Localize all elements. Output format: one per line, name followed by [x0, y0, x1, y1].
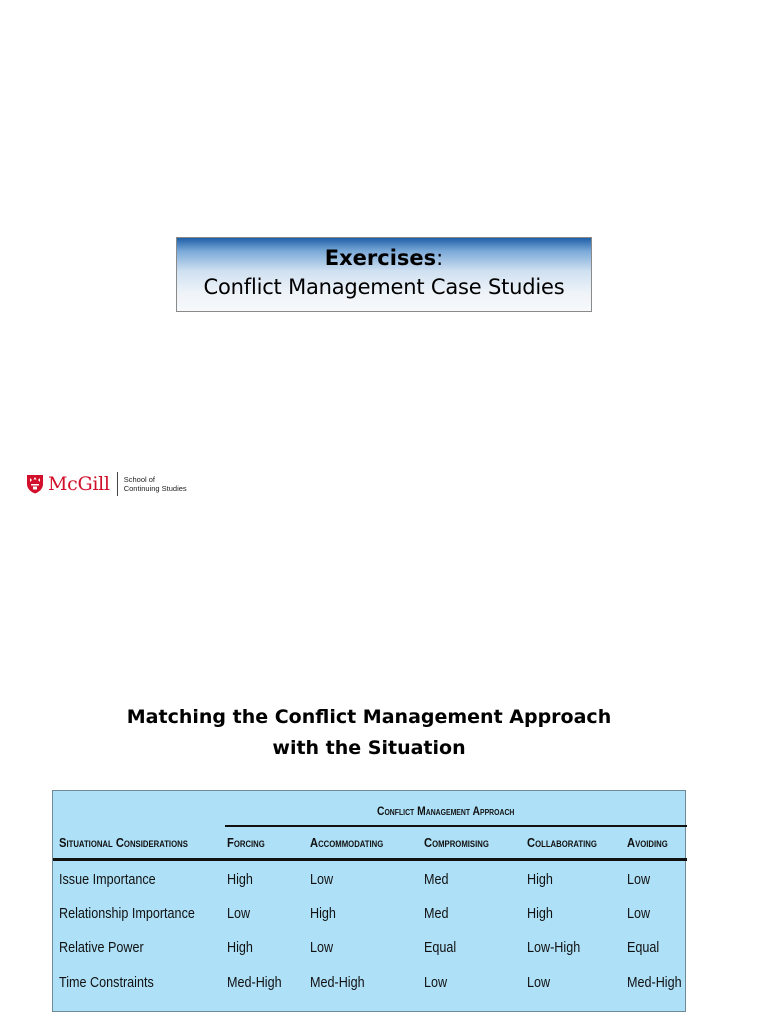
- mcgill-logo: [26, 470, 187, 498]
- school-line-2: Continuing Studies: [123, 484, 187, 493]
- table-cell: High: [227, 871, 253, 888]
- logo-wordmark: McGill: [48, 473, 110, 495]
- table-cell: Issue Importance: [59, 871, 156, 888]
- column-header: Forcing: [227, 835, 265, 850]
- column-header: Accommodating: [310, 835, 384, 850]
- title-colon: :: [436, 246, 444, 270]
- table-cell: Equal: [424, 939, 457, 956]
- slide-heading: [84, 702, 654, 764]
- table-cell: Low-High: [527, 939, 581, 956]
- table-cell: Relative Power: [59, 939, 144, 956]
- title-box: [176, 237, 592, 312]
- table-cell: Med-High: [627, 974, 682, 991]
- table-cell: High: [227, 939, 253, 956]
- heading-line-1: Matching the Conflict Management Approach: [126, 706, 612, 728]
- table-cell: Low: [527, 974, 551, 991]
- header-bottom-rule: [53, 858, 687, 861]
- column-header: Collaborating: [527, 835, 597, 850]
- subtitle: Conflict Management Case Studies: [203, 275, 565, 299]
- table-cell: Relationship Importance: [59, 905, 195, 922]
- approach-table: [52, 790, 686, 1012]
- column-header: Situational Considerations: [59, 835, 188, 850]
- table-group-header: Conflict Management Approach: [377, 804, 515, 818]
- table-cell: Med: [424, 871, 449, 888]
- column-header: Avoiding: [627, 835, 668, 850]
- table-cell: Low: [627, 905, 651, 922]
- title-line: [177, 244, 591, 272]
- logo-school-text: [124, 475, 187, 493]
- table-cell: Low: [424, 974, 448, 991]
- table-cell: Equal: [627, 939, 660, 956]
- table-cell: Time Constraints: [59, 974, 154, 991]
- school-line-1: School of: [123, 475, 155, 484]
- heading-line-2: with the Situation: [272, 737, 466, 759]
- table-cell: Low: [227, 905, 251, 922]
- table-cell: Med-High: [227, 974, 282, 991]
- table-cell: Low: [310, 871, 334, 888]
- table-cell: Low: [310, 939, 334, 956]
- table-cell: Med-High: [310, 974, 365, 991]
- table-cell: High: [527, 905, 553, 922]
- crest-icon: [26, 474, 44, 494]
- table-cell: High: [527, 871, 553, 888]
- column-header: Compromising: [424, 835, 489, 850]
- table-cell: Low: [627, 871, 651, 888]
- logo-divider: [117, 472, 118, 496]
- header-rule: [225, 825, 687, 827]
- table-cell: Med: [424, 905, 449, 922]
- table-cell: High: [310, 905, 336, 922]
- title-bold: Exercises: [324, 246, 437, 270]
